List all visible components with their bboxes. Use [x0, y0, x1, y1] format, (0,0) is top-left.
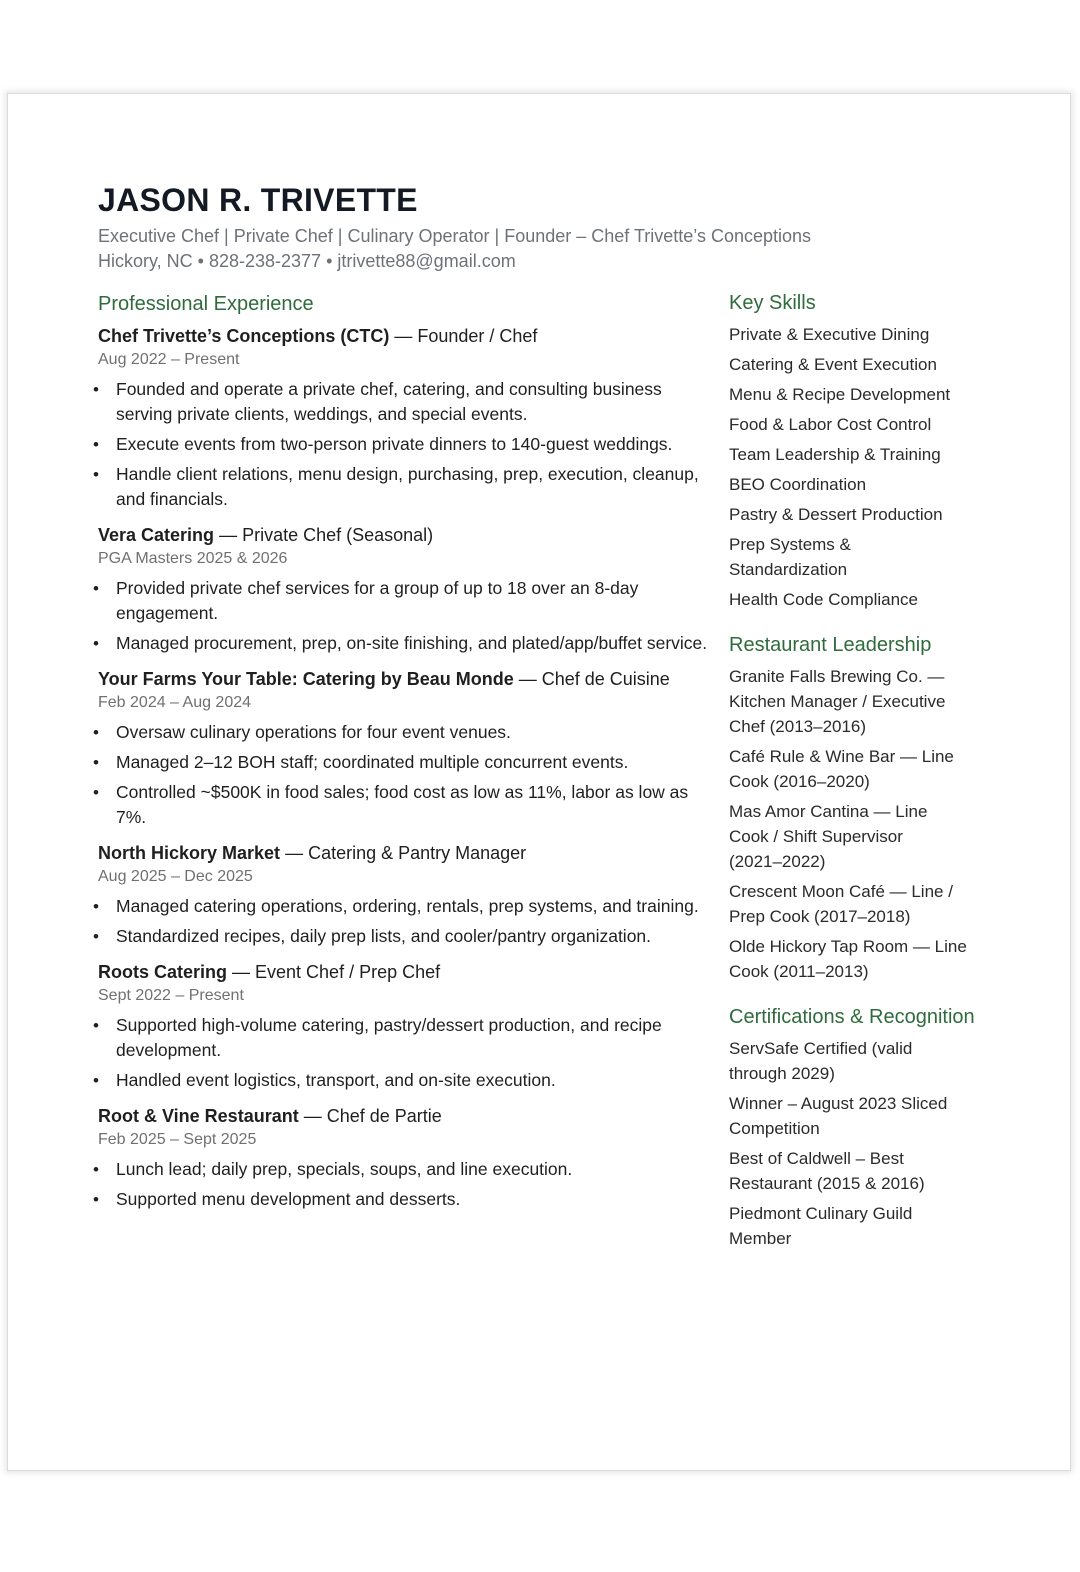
- restaurant-leadership-section: [729, 634, 989, 984]
- job-role: — Chef de Partie: [298, 1106, 442, 1126]
- leadership-item: Granite Falls Brewing Co. — Kitchen Manager / Executive Chef (2013–2016): [729, 667, 946, 736]
- job-bullet: [93, 576, 708, 626]
- certifications-section: [729, 1006, 989, 1251]
- job-company: Root & Vine Restaurant: [98, 1106, 299, 1126]
- job-entry: [93, 959, 708, 1093]
- job-role: — Event Chef / Prep Chef: [227, 962, 441, 982]
- skill-item: Private & Executive Dining: [729, 325, 930, 344]
- job-bullets: [93, 1157, 708, 1212]
- skill-item: Catering & Event Execution: [729, 355, 937, 374]
- skill-item: Team Leadership & Training: [729, 445, 941, 464]
- bullet-text: Handle client relations, menu design, purchasing, prep, execution, cleanup, and financials.: [116, 464, 699, 509]
- bullet-text: Controlled ~$500K in food sales; food cost as low as 11%, labor as low as 7%.: [116, 782, 689, 827]
- job-bullets: [93, 1013, 708, 1093]
- job-bullet: [93, 377, 708, 427]
- bullet-icon: •: [93, 1160, 99, 1179]
- leadership-item: Mas Amor Cantina — Line Cook / Shift Supervisor (2021–2022): [729, 802, 928, 871]
- leadership-item: Café Rule & Wine Bar — Line Cook (2016–2020): [729, 747, 954, 791]
- bullet-text: Supported menu development and desserts.: [116, 1189, 461, 1209]
- job-dates: Aug 2022 – Present: [98, 351, 240, 368]
- candidate-name: JASON R. TRIVETTE: [98, 182, 418, 218]
- bullet-text: Execute events from two-person private dinners to 140-guest weddings.: [116, 434, 673, 454]
- bullet-icon: •: [93, 1071, 99, 1090]
- sidebar: [729, 292, 989, 1273]
- job-bullets: [93, 894, 708, 949]
- skill-item: Pastry & Dessert Production: [729, 505, 943, 524]
- certification-item: Winner – August 2023 Sliced Competition: [729, 1094, 948, 1138]
- bullet-icon: •: [93, 579, 99, 598]
- bullet-text: Managed catering operations, ordering, rentals, prep systems, and training.: [116, 896, 699, 916]
- bullet-icon: •: [93, 723, 99, 742]
- job-bullet: [93, 1013, 708, 1063]
- bullet-icon: •: [93, 465, 99, 484]
- job-dates: PGA Masters 2025 & 2026: [98, 550, 288, 567]
- job-bullet: [93, 1068, 708, 1093]
- job-heading: [98, 1103, 708, 1129]
- job-heading: [98, 323, 708, 349]
- experience-title: Professional Experience: [98, 293, 314, 315]
- job-bullets: [93, 720, 708, 830]
- bullet-text: Supported high-volume catering, pastry/dessert production, and recipe development.: [116, 1015, 662, 1060]
- bullet-icon: •: [93, 435, 99, 454]
- job-company: Roots Catering: [98, 962, 228, 982]
- leadership-item: Olde Hickory Tap Room — Line Cook (2011–2013): [729, 937, 967, 981]
- bullet-text: Standardized recipes, daily prep lists, and cooler/pantry organization.: [116, 926, 652, 946]
- candidate-contact: Hickory, NC • 828-238-2377 • jtrivette88@gmail.com: [98, 251, 516, 271]
- bullet-text: Oversaw culinary operations for four event venues.: [116, 722, 511, 742]
- job-entry: [93, 323, 708, 512]
- job-bullets: [93, 377, 708, 512]
- job-dates: Aug 2025 – Dec 2025: [98, 868, 253, 885]
- certification-item: Piedmont Culinary Guild Member: [729, 1204, 913, 1248]
- bullet-icon: •: [93, 380, 99, 399]
- job-bullet: [93, 631, 708, 656]
- job-role: — Founder / Chef: [389, 326, 538, 346]
- job-bullet: [93, 780, 708, 830]
- job-role: — Private Chef (Seasonal): [214, 525, 434, 545]
- bullet-text: Lunch lead; daily prep, specials, soups, and line execution.: [116, 1159, 573, 1179]
- bullet-icon: •: [93, 897, 99, 916]
- job-heading: [98, 522, 708, 548]
- job-bullet: [93, 1157, 708, 1182]
- bullet-text: Founded and operate a private chef, catering, and consulting business serving private clients, weddings, and special events.: [116, 379, 662, 424]
- leadership-item: Crescent Moon Café — Line / Prep Cook (2017–2018): [729, 882, 953, 926]
- experience-section: [93, 293, 708, 1222]
- job-role: — Catering & Pantry Manager: [280, 843, 527, 863]
- resume-page: [8, 94, 1070, 1470]
- job-dates: Feb 2024 – Aug 2024: [98, 694, 252, 711]
- job-dates: Sept 2022 – Present: [98, 987, 244, 1004]
- bullet-text: Managed procurement, prep, on-site finishing, and plated/app/buffet service.: [116, 633, 708, 653]
- bullet-icon: •: [93, 927, 99, 946]
- job-bullet: [93, 720, 708, 745]
- job-company: Vera Catering: [98, 525, 215, 545]
- bullet-icon: •: [93, 753, 99, 772]
- job-company: Chef Trivette’s Conceptions (CTC): [98, 326, 390, 346]
- bullet-icon: •: [93, 1016, 99, 1035]
- job-bullets: [93, 576, 708, 656]
- job-bullet: [93, 894, 708, 919]
- certification-item: ServSafe Certified (valid through 2029): [729, 1039, 913, 1083]
- job-heading: [98, 959, 708, 985]
- skill-item: BEO Coordination: [729, 475, 867, 494]
- skill-item: Prep Systems & Standardization: [729, 535, 851, 579]
- job-bullet: [93, 432, 708, 457]
- job-entry: [93, 666, 708, 830]
- job-role: — Chef de Cuisine: [513, 669, 670, 689]
- job-bullet: [93, 1187, 708, 1212]
- job-entry: [93, 522, 708, 656]
- restaurant-leadership-title: Restaurant Leadership: [729, 634, 932, 656]
- skill-item: Food & Labor Cost Control: [729, 415, 932, 434]
- job-bullet: [93, 462, 708, 512]
- bullet-icon: •: [93, 783, 99, 802]
- job-company: North Hickory Market: [98, 843, 281, 863]
- job-company: Your Farms Your Table: Catering by Beau Monde: [98, 669, 514, 689]
- job-entry: [93, 840, 708, 949]
- job-dates: Feb 2025 – Sept 2025: [98, 1131, 257, 1148]
- skill-item: Menu & Recipe Development: [729, 385, 951, 404]
- bullet-icon: •: [93, 634, 99, 653]
- bullet-text: Handled event logistics, transport, and on-site execution.: [116, 1070, 556, 1090]
- bullet-text: Managed 2–12 BOH staff; coordinated multiple concurrent events.: [116, 752, 629, 772]
- certification-item: Best of Caldwell – Best Restaurant (2015 & 2016): [729, 1149, 925, 1193]
- certifications-title: Certifications & Recognition: [729, 1006, 975, 1028]
- key-skills-section: [729, 292, 989, 612]
- job-entry: [93, 1103, 708, 1212]
- skill-item: Health Code Compliance: [729, 590, 918, 609]
- key-skills-title: Key Skills: [729, 292, 816, 314]
- bullet-text: Provided private chef services for a group of up to 18 over an 8-day engagement.: [116, 578, 639, 623]
- candidate-tagline: Executive Chef | Private Chef | Culinary Operator | Founder – Chef Trivette’s Conceptions: [98, 226, 812, 246]
- bullet-icon: •: [93, 1190, 99, 1209]
- job-bullet: [93, 750, 708, 775]
- job-bullet: [93, 924, 708, 949]
- job-heading: [98, 840, 708, 866]
- job-heading: [98, 666, 708, 692]
